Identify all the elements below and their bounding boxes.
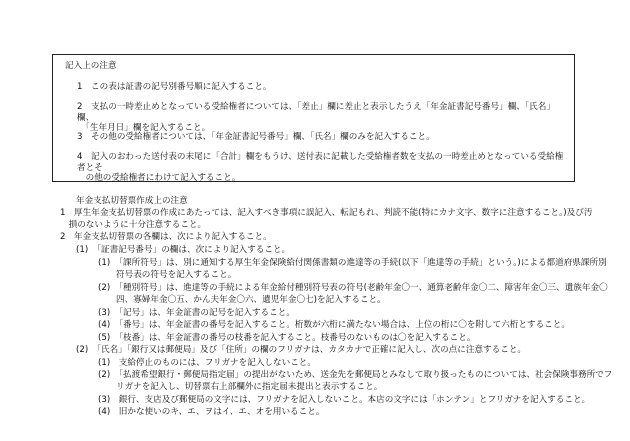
box-item-line: 2 支払の一時差止めとなっている受給権者については、「差止」欄に差止と表示したうえ「年金証書記号番号」欄、「氏名」欄、: [77, 102, 555, 123]
note-line: (2) 「氏名」「銀行又は郵便局」及び「住所」の欄のフリガナは、カタカナで正確に記入し、次の点に注意すること。: [76, 345, 527, 355]
note-line: (4) 「番号」は、年金証書の番号を記入すること。桁数が六桁に満たない場合は、上位の桁に〇を附して六桁とすること。: [98, 320, 570, 330]
note-line: (2) 「種別符号」は、進達等の手続による年金給付種別符号表の符号(老齢年金〇一、通算老齢年金〇二、障害年金〇三、遺族年金〇: [98, 283, 608, 293]
box-item-line: 3 その他の受給権者については、「年金証書記号番号」欄、「氏名」欄のみを記入すること。: [77, 132, 435, 142]
note-line: 損のないように十分注意すること。: [60, 220, 207, 230]
note-line: (1) 「証書記号番号」の欄は、次により記入すること。: [76, 245, 291, 255]
note-line: 2 年金支払切替票の各欄は、次により記入すること。: [60, 232, 272, 242]
note-line: (1) 支給停止のものには、フリガナを記入しないこと。: [98, 358, 316, 368]
note-line: (3) 銀行、支店及び郵便局の文字には、フリガナを記入しないこと。本店の文字には「ホンテン」とフリガナを記入すること。: [98, 395, 591, 405]
note-line: (4) 旧かな使いのキ、エ、ヲはイ、エ、オを用いること。: [98, 407, 325, 417]
box-item-2: [77, 102, 567, 134]
note-line: 1 厚生年金支払切替票の作成にあたっては、記入すべき事項に誤記入、転記もれ、判読不能(特にカナ文字、数字に注意すること。)及び汚: [60, 208, 593, 218]
notes-box: [52, 54, 575, 182]
box-item-1: [77, 82, 567, 93]
box-item-line: 4 記入のおわった送付表の末尾に「合計」欄をもうけ、送付表に記載した受給権者数を支払の一時差止めとなっている受給権者とそ: [77, 152, 564, 173]
note-line: 符号表の符号を記入すること。: [116, 270, 237, 280]
box-item-line: 1 この表は証書の記号別番号順に記入すること。: [77, 82, 272, 92]
box-title: 記入上の注意: [65, 61, 117, 71]
note-line: 四、寡婦年金〇五、かん夫年金〇六、遺児年金〇七)を記入すること。: [116, 295, 386, 305]
note-line: (2) 「払渡希望銀行・郵便局指定届」の提出がないため、送金先を郵便局とみなして取り扱ったものについては、社会保険事務所でフ: [98, 370, 613, 380]
note-line: (5) 「枝番」は、年金証書の番号の枝番を記入すること。枝番号のないものは〇を記入すること。: [98, 333, 476, 343]
note-line: (1) 「課所符号」は、別に通知する厚生年金保険給付関係書類の進達等の手続(以下「進達等の手続」という。)による都道府県課所別: [98, 258, 607, 268]
note-line: (3) 「記号」は、年金証書の記号を記入すること。: [98, 308, 295, 318]
box-item-line: の他の受給権者にわけて記入すること。: [77, 173, 241, 184]
box-item-line: 「生年月日」欄を記入すること。: [77, 123, 211, 134]
box-item-4: [77, 152, 567, 184]
note-line: リガナを記入し、切替票右上部欄外に指定届未提出と表示すること。: [116, 382, 383, 392]
box-item-3: [77, 132, 567, 143]
notes-heading: 年金支払切替票作成上の注意: [76, 196, 188, 206]
